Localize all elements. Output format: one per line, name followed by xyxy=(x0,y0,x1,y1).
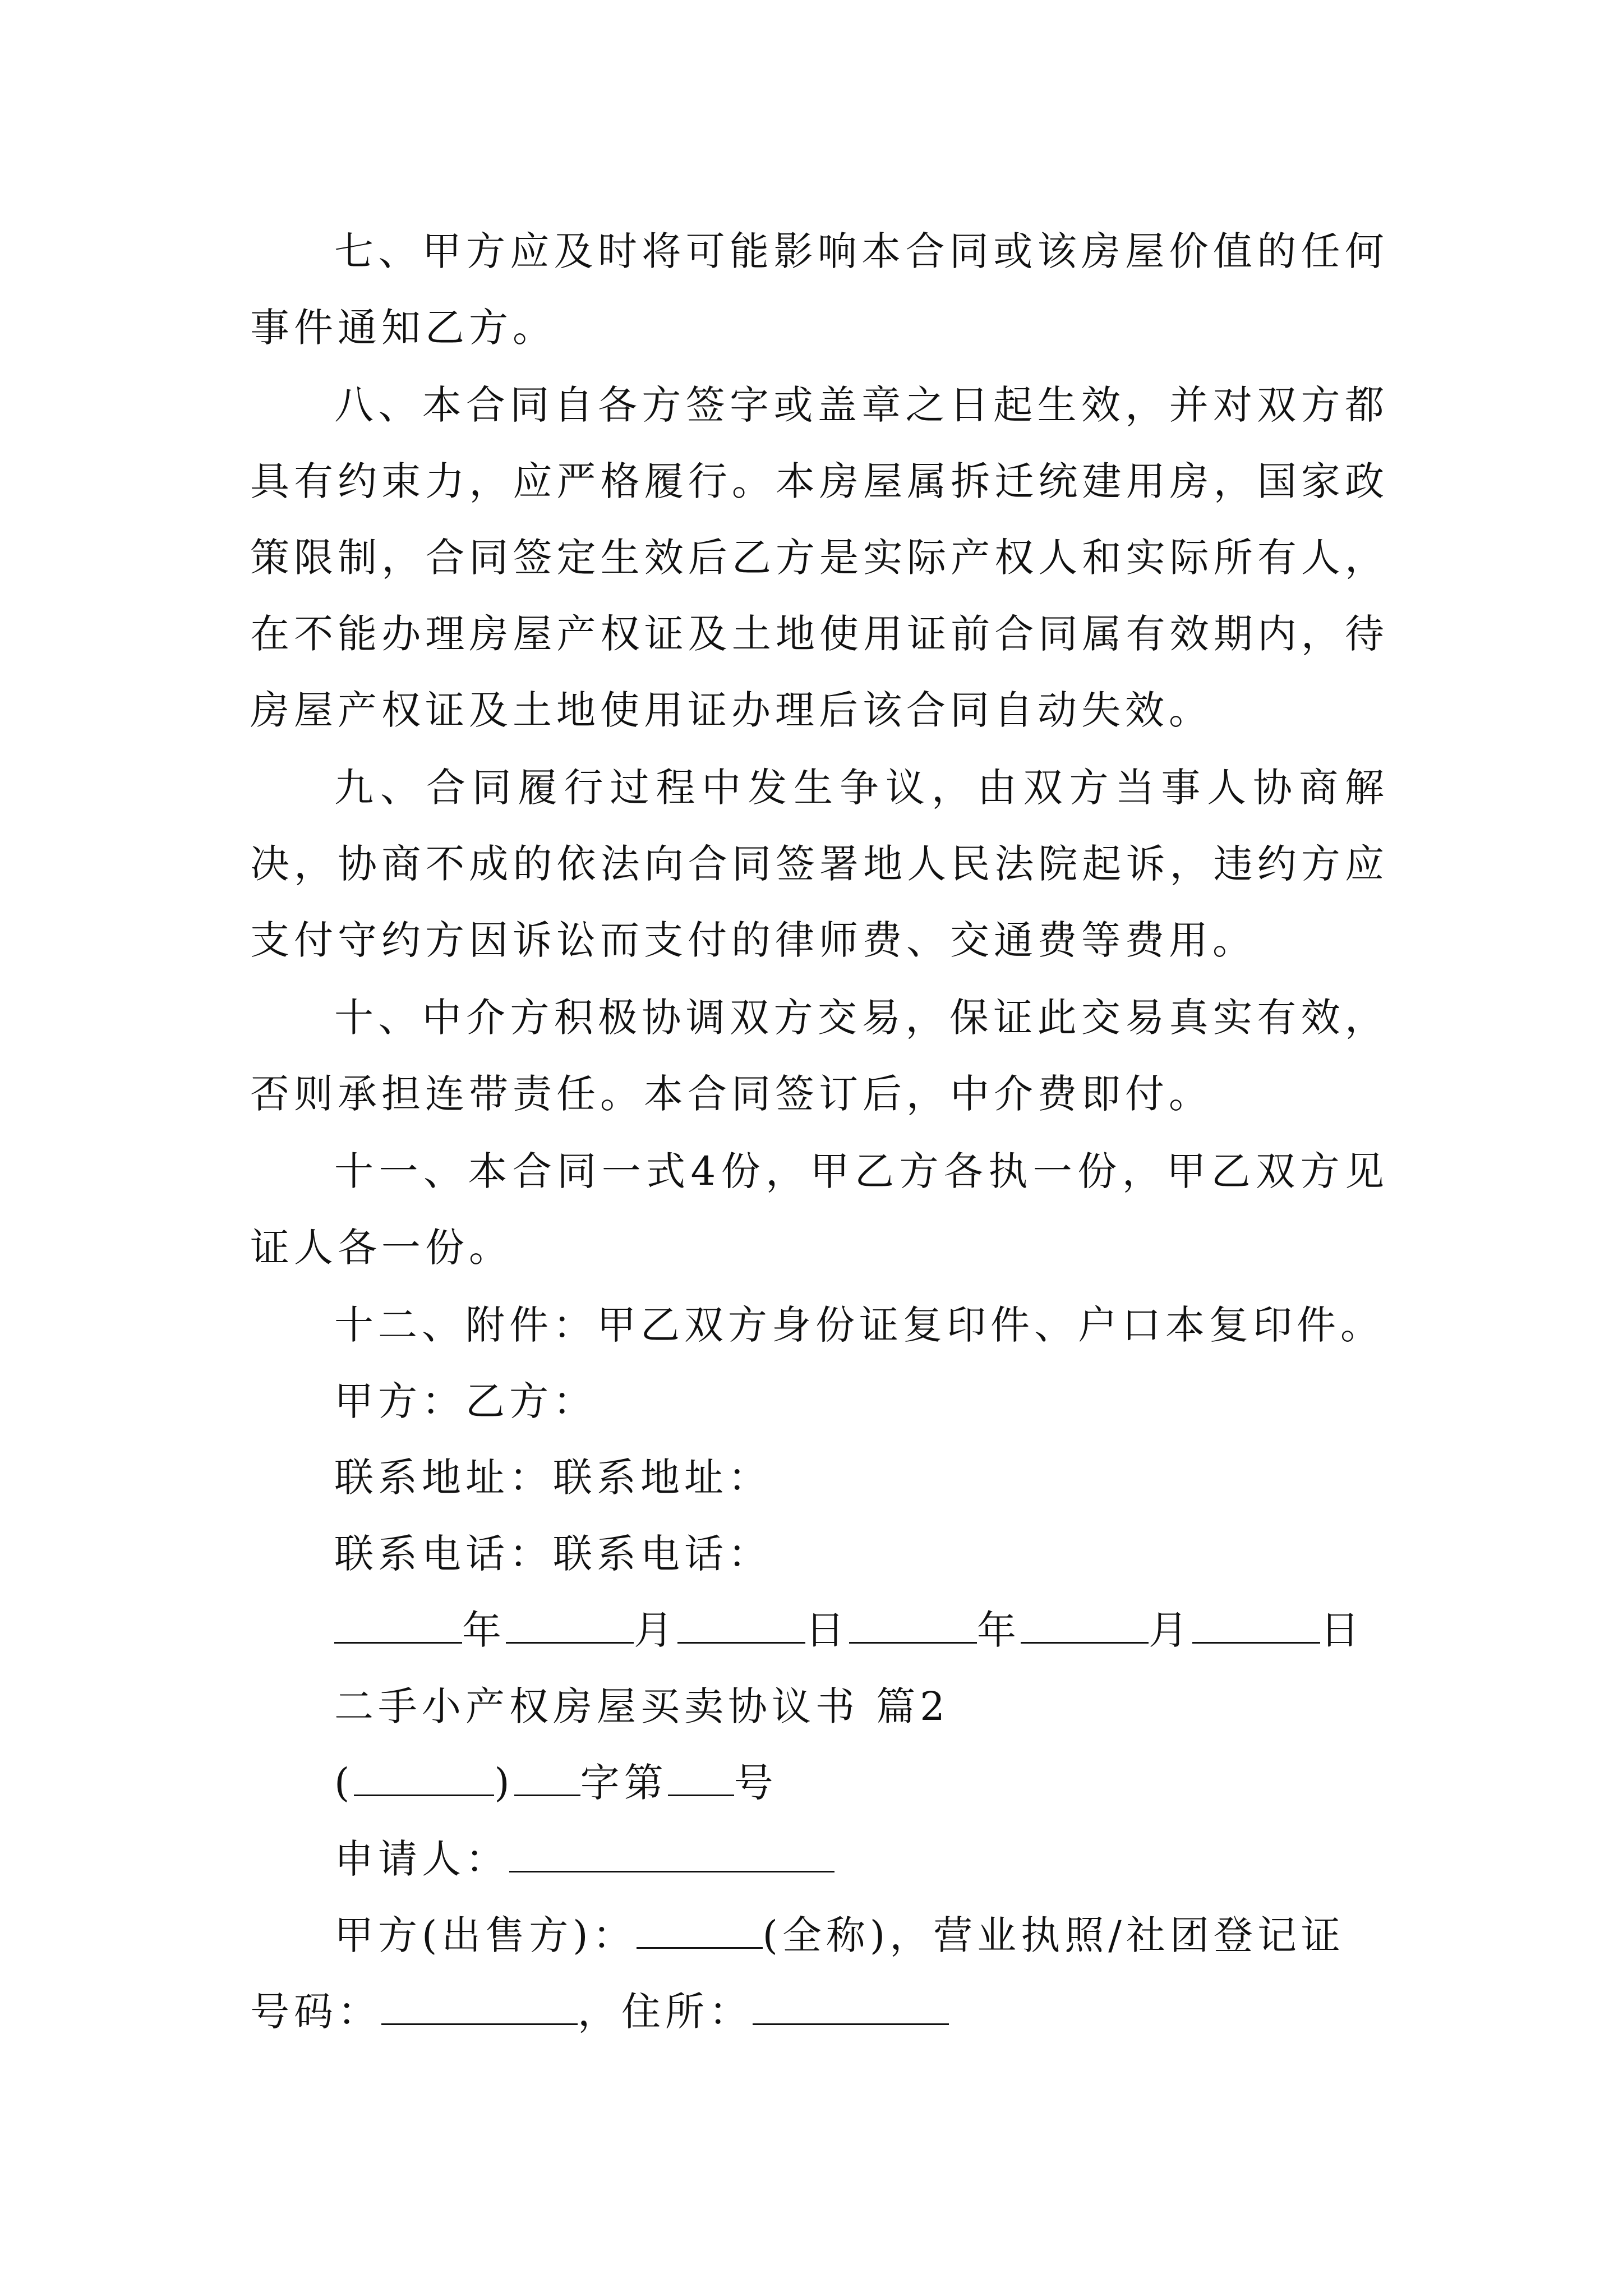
ref-number-label: 号 xyxy=(734,1760,778,1806)
signature-date-line xyxy=(250,1592,1389,1668)
blank-applicant xyxy=(509,1836,834,1872)
blank-month-b xyxy=(1021,1607,1149,1644)
month-label-b: 月 xyxy=(1149,1607,1192,1653)
blank-license-number xyxy=(381,1989,578,2025)
blank-ref-number xyxy=(668,1760,734,1796)
clause-7: 七、甲方应及时将可能影响本合同或该房屋价值的任何事件通知乙方。 xyxy=(250,228,1389,351)
blank-month-a xyxy=(506,1607,634,1644)
number-label: 号码： xyxy=(250,1989,381,2035)
reference-line xyxy=(250,1745,1389,1821)
blank-year-b xyxy=(849,1607,977,1644)
blank-residence xyxy=(753,1989,949,2025)
blank-ref-prefix xyxy=(354,1760,494,1796)
ref-close-paren: ) xyxy=(494,1760,514,1806)
blank-ref-word xyxy=(514,1760,580,1796)
seller-number-line xyxy=(250,1973,1389,2050)
year-label-a: 年 xyxy=(462,1607,506,1653)
signature-parties: 甲方：乙方： xyxy=(334,1378,597,1424)
applicant-label: 申请人： xyxy=(334,1836,509,1882)
blank-year-a xyxy=(334,1607,462,1644)
day-label-b: 日 xyxy=(1320,1607,1364,1653)
blank-day-a xyxy=(677,1607,805,1644)
signature-address: 联系地址：联系地址： xyxy=(334,1455,772,1501)
signature-phone: 联系电话：联系电话： xyxy=(334,1531,772,1577)
seller-prefix: 甲方(出售方)： xyxy=(334,1912,637,1958)
clause-8: 八、本合同自各方签字或盖章之日起生效，并对双方都具有约束力，应严格履行。本房屋属拆迁统建用房，国家政策限制，合同签定生效后乙方是实际产权人和实际所有人，在不能办理房屋产权证及土地使用证前合同属有效期内，待房屋产权证及土地使用证办理后该合同自动失效。 xyxy=(250,382,1389,733)
section-2-heading: 二手小产权房屋买卖协议书 篇2 xyxy=(334,1683,949,1729)
seller-line xyxy=(250,1897,1389,1973)
seller-fullname-label: (全称)，营业执照/社团登记证 xyxy=(762,1912,1345,1958)
document-page xyxy=(250,213,1389,2050)
blank-day-b xyxy=(1192,1607,1320,1644)
ref-word-label: 字第 xyxy=(580,1760,668,1806)
ref-open-paren: ( xyxy=(334,1760,354,1806)
clause-10: 十、中介方积极协调双方交易，保证此交易真实有效，否则承担连带责任。本合同签订后，中介费即付。 xyxy=(250,995,1389,1117)
applicant-line xyxy=(250,1821,1389,1897)
residence-label: ，住所： xyxy=(578,1989,753,2035)
day-label-a: 日 xyxy=(805,1607,849,1653)
blank-seller-name xyxy=(637,1912,763,1949)
year-label-b: 年 xyxy=(977,1607,1021,1653)
month-label-a: 月 xyxy=(634,1607,677,1653)
clause-9: 九、合同履行过程中发生争议，由双方当事人协商解决，协商不成的依法向合同签署地人民法院起诉，违约方应支付守约方因诉讼而支付的律师费、交通费等费用。 xyxy=(250,765,1389,963)
clause-12: 十二、附件：甲乙双方身份证复印件、户口本复印件。 xyxy=(334,1302,1384,1348)
clause-11: 十一、本合同一式4份，甲乙方各执一份，甲乙双方见证人各一份。 xyxy=(250,1148,1389,1271)
